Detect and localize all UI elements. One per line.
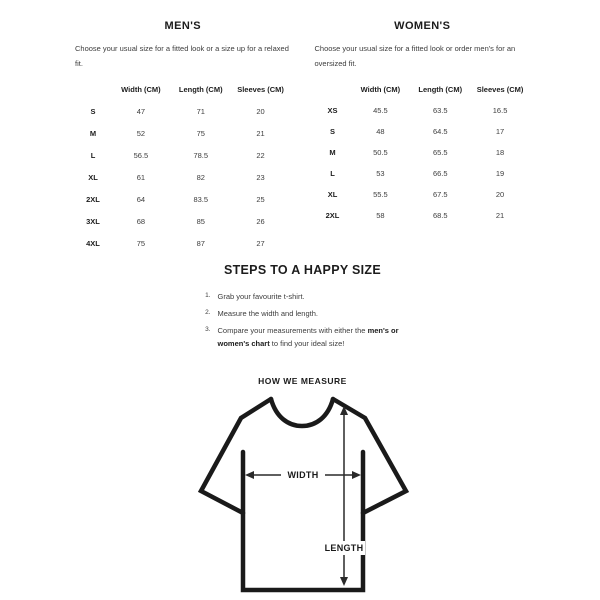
arrowhead-left	[245, 471, 254, 479]
size-charts-row	[75, 20, 530, 254]
length-cell: 67.5	[432, 190, 448, 199]
sleeves-cell: 16.5	[492, 106, 508, 115]
sleeves-cell: 21	[495, 211, 505, 220]
width-cell: 48	[376, 127, 385, 136]
table-row	[315, 163, 531, 184]
width-label: WIDTH	[287, 470, 318, 480]
table-row	[315, 100, 531, 121]
sleeves-cell: 18	[495, 148, 505, 157]
table-row	[75, 144, 291, 166]
size-cell: 2XL	[325, 211, 340, 220]
tshirt-diagram-container	[75, 391, 530, 597]
width-cell: 50.5	[373, 148, 388, 157]
arrowhead-down	[340, 577, 348, 586]
size-cell: 4XL	[86, 238, 100, 248]
width-cell: 55.5	[373, 190, 388, 199]
sleeves-cell: 17	[495, 127, 505, 136]
step-text: Measure the width and length.	[217, 309, 318, 318]
length-cell: 64.5	[432, 127, 448, 136]
length-column-header: Length (CM)	[178, 84, 223, 94]
width-cell: 64	[136, 194, 146, 204]
sleeves-cell: 20	[256, 106, 265, 116]
sleeves-cell: 22	[256, 150, 265, 160]
womens-section	[315, 20, 531, 254]
length-cell: 87	[196, 238, 205, 248]
womens-title: WOMEN'S	[394, 20, 451, 32]
step-text	[218, 324, 403, 350]
length-cell: 85	[196, 216, 205, 226]
length-cell: 82	[196, 172, 205, 182]
size-cell: S	[329, 127, 335, 136]
width-cell: 61	[136, 172, 146, 182]
table-row	[75, 122, 291, 144]
width-cell: 45.5	[373, 106, 388, 115]
list-item	[203, 324, 403, 350]
sleeves-cell: 21	[256, 128, 265, 138]
table-row	[315, 205, 531, 226]
width-cell: 75	[136, 238, 146, 248]
size-cell: M	[329, 148, 336, 157]
sleeves-cell: 19	[495, 169, 505, 178]
width-cell: 52	[136, 128, 146, 138]
sleeves-column-header: Sleeves (CM)	[237, 84, 284, 94]
table-row	[75, 100, 291, 122]
length-cell: 66.5	[432, 169, 448, 178]
size-cell: L	[90, 150, 96, 160]
table-row	[75, 166, 291, 188]
length-label: LENGTH	[324, 543, 363, 553]
mens-title: MEN'S	[164, 20, 201, 32]
length-cell: 75	[196, 128, 205, 138]
length-arrow	[323, 406, 365, 586]
mens-intro-text: Choose your usual size for a fitted look or a size up for a relaxed fit.	[75, 44, 289, 68]
length-column-header: Length (CM)	[418, 84, 463, 94]
step-number: 2.	[205, 309, 211, 316]
length-cell: 71	[196, 106, 205, 116]
width-cell: 53	[376, 169, 385, 178]
list-item	[203, 307, 403, 320]
step-text-bold: men's or women's chart	[217, 326, 399, 348]
width-column-header: Width (CM)	[121, 84, 161, 94]
mens-size-table	[75, 78, 291, 254]
sleeves-cell: 20	[495, 190, 505, 199]
width-cell: 58	[376, 211, 385, 220]
sleeves-cell: 23	[256, 172, 265, 182]
step-text-pre: Compare your measurements with either the	[217, 326, 368, 335]
table-row	[75, 210, 291, 232]
steps-list	[203, 290, 403, 350]
width-column-header: Width (CM)	[360, 84, 401, 94]
length-cell: 63.5	[432, 106, 448, 115]
step-number: 1.	[205, 292, 211, 299]
table-header-row	[75, 78, 291, 100]
womens-intro-text: Choose your usual size for a fitted look or order men's for an oversized fit.	[314, 44, 516, 68]
size-cell: XS	[327, 106, 338, 115]
list-item	[203, 290, 403, 303]
sleeves-cell: 25	[256, 194, 265, 204]
tshirt-outline	[201, 399, 406, 590]
steps-title: STEPS TO A HAPPY SIZE	[223, 263, 382, 277]
step-text: Grab your favourite t-shirt.	[217, 292, 305, 301]
table-row	[315, 142, 531, 163]
measure-title: HOW WE MEASURE	[258, 376, 347, 386]
size-cell: L	[330, 169, 335, 178]
length-cell: 78.5	[193, 150, 209, 160]
tshirt-neckline	[271, 399, 333, 426]
length-cell: 68.5	[432, 211, 448, 220]
table-row	[315, 184, 531, 205]
size-cell: 3XL	[86, 216, 100, 226]
length-cell: 65.5	[432, 148, 448, 157]
tshirt-diagram	[195, 391, 411, 597]
size-cell: XL	[327, 190, 338, 199]
table-row	[315, 121, 531, 142]
size-cell: 2XL	[86, 194, 100, 204]
table-row	[75, 232, 291, 254]
arrowhead-right	[352, 471, 361, 479]
sleeves-cell: 27	[256, 238, 265, 248]
sleeves-cell: 26	[256, 216, 265, 226]
womens-size-table	[315, 78, 531, 226]
table-row	[75, 188, 291, 210]
table-header-row	[315, 78, 531, 100]
width-cell: 47	[136, 106, 146, 116]
length-cell: 83.5	[193, 194, 209, 204]
sleeves-column-header: Sleeves (CM)	[476, 84, 524, 94]
size-cell: S	[90, 106, 96, 116]
size-cell: M	[89, 128, 97, 138]
tshirt-left-sleeve	[201, 399, 271, 513]
mens-section	[75, 20, 291, 254]
size-cell: XL	[88, 172, 98, 182]
width-cell: 68	[136, 216, 146, 226]
step-number: 3.	[205, 326, 211, 333]
step-text-post: to find your ideal size!	[269, 339, 345, 348]
width-cell: 56.5	[133, 150, 149, 160]
